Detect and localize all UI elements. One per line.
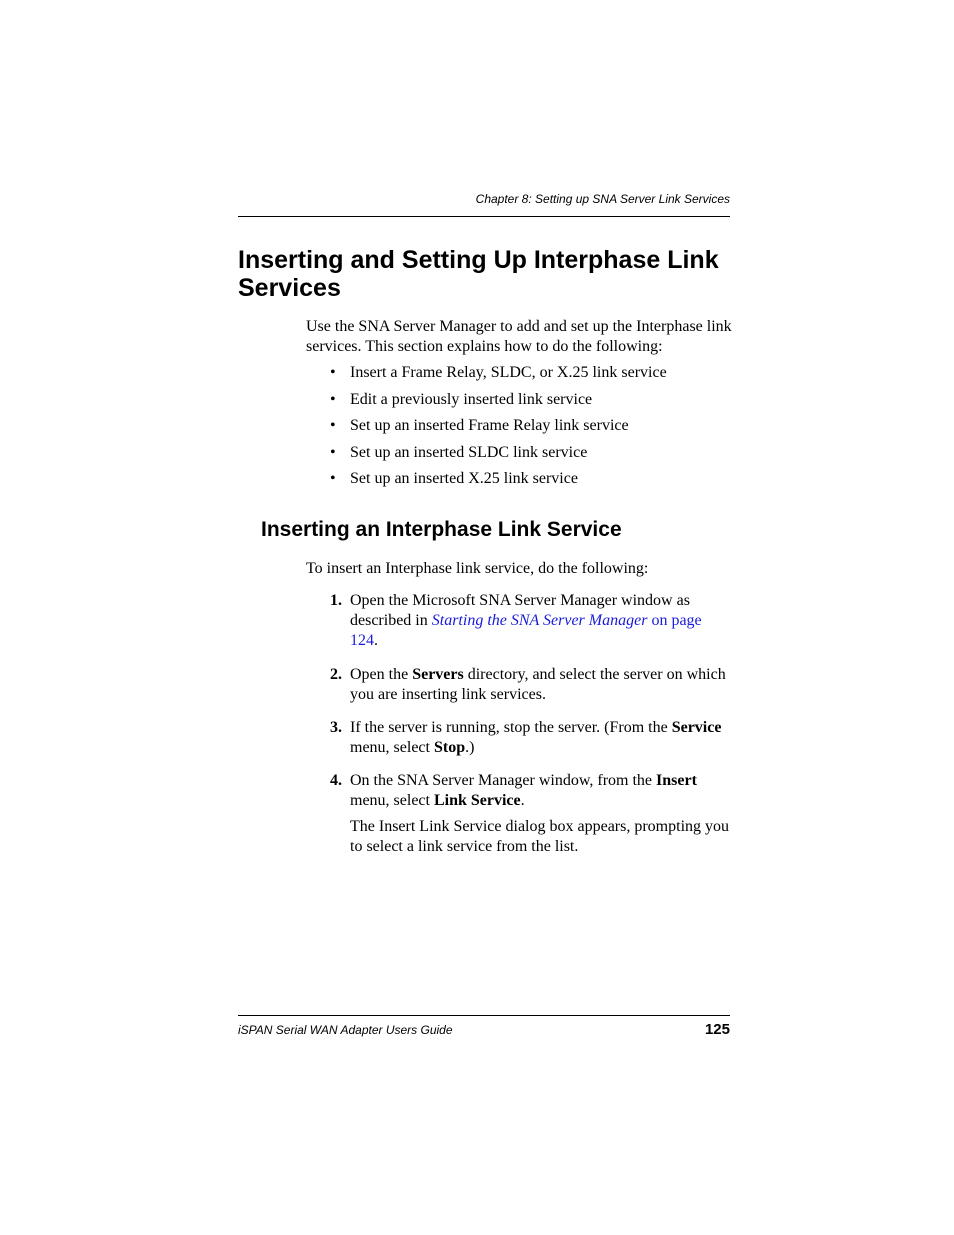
lead-paragraph: To insert an Interphase link service, do the following:	[306, 560, 649, 577]
bullet-list	[330, 363, 730, 496]
step-1: 1. Open the Microsoft SNA Server Manager window as described in Starting the SNA Server Manager on page 124.	[330, 592, 702, 649]
bullet-icon: •	[330, 390, 336, 408]
running-head: Chapter 8: Setting up SNA Server Link Services	[475, 192, 730, 206]
list-item: • Edit a previously inserted link service	[330, 390, 593, 408]
step-4-note: The Insert Link Service dialog box appears, prompting you to select a link service from the list.	[350, 818, 730, 855]
header-rule	[238, 216, 730, 217]
link-service-term: Link Service	[433, 792, 521, 809]
section-title: Inserting and Setting Up Interphase Link Services	[238, 246, 719, 302]
footer-rule	[238, 1015, 730, 1016]
bullet-icon: •	[330, 470, 336, 487]
stop-term: Stop	[433, 739, 466, 756]
step-number: 3.	[330, 719, 342, 736]
step-3: 3. If the server is running, stop the server. (From the Service menu, select Stop.)	[330, 719, 722, 756]
page-number: 125	[704, 1021, 730, 1038]
step-number: 4.	[330, 772, 342, 789]
list-item: • Set up an inserted SLDC link service	[330, 443, 588, 461]
list-item: • Insert a Frame Relay, SLDC, or X.25 link service	[330, 364, 667, 381]
list-item: • Set up an inserted Frame Relay link service	[330, 417, 629, 434]
service-term: Service	[671, 719, 722, 736]
bullet-icon: •	[330, 364, 336, 381]
servers-term: Servers	[412, 666, 464, 683]
page-124-link[interactable]: on page 124	[350, 612, 702, 649]
step-number: 1.	[330, 592, 342, 609]
step-2: 2. Open the Servers directory, and select the server on which you are inserting link services.	[330, 666, 726, 703]
intro-paragraph: Use the SNA Server Manager to add and set up the Interphase link services. This section explains how to do the following:	[306, 318, 732, 355]
list-item: • Set up an inserted X.25 link service	[330, 470, 578, 487]
bullet-icon: •	[330, 443, 336, 461]
step-number: 2.	[330, 666, 342, 683]
step-4: 4. On the SNA Server Manager window, from the Insert menu, select Link Service.	[330, 772, 697, 809]
subsection-title: Inserting an Interphase Link Service	[261, 518, 622, 541]
starting-sna-server-manager-link[interactable]: Starting the SNA Server Manager	[431, 612, 648, 629]
footer-title: iSPAN Serial WAN Adapter Users Guide	[238, 1023, 453, 1037]
bullet-icon: •	[330, 417, 336, 434]
insert-term: Insert	[656, 772, 697, 789]
